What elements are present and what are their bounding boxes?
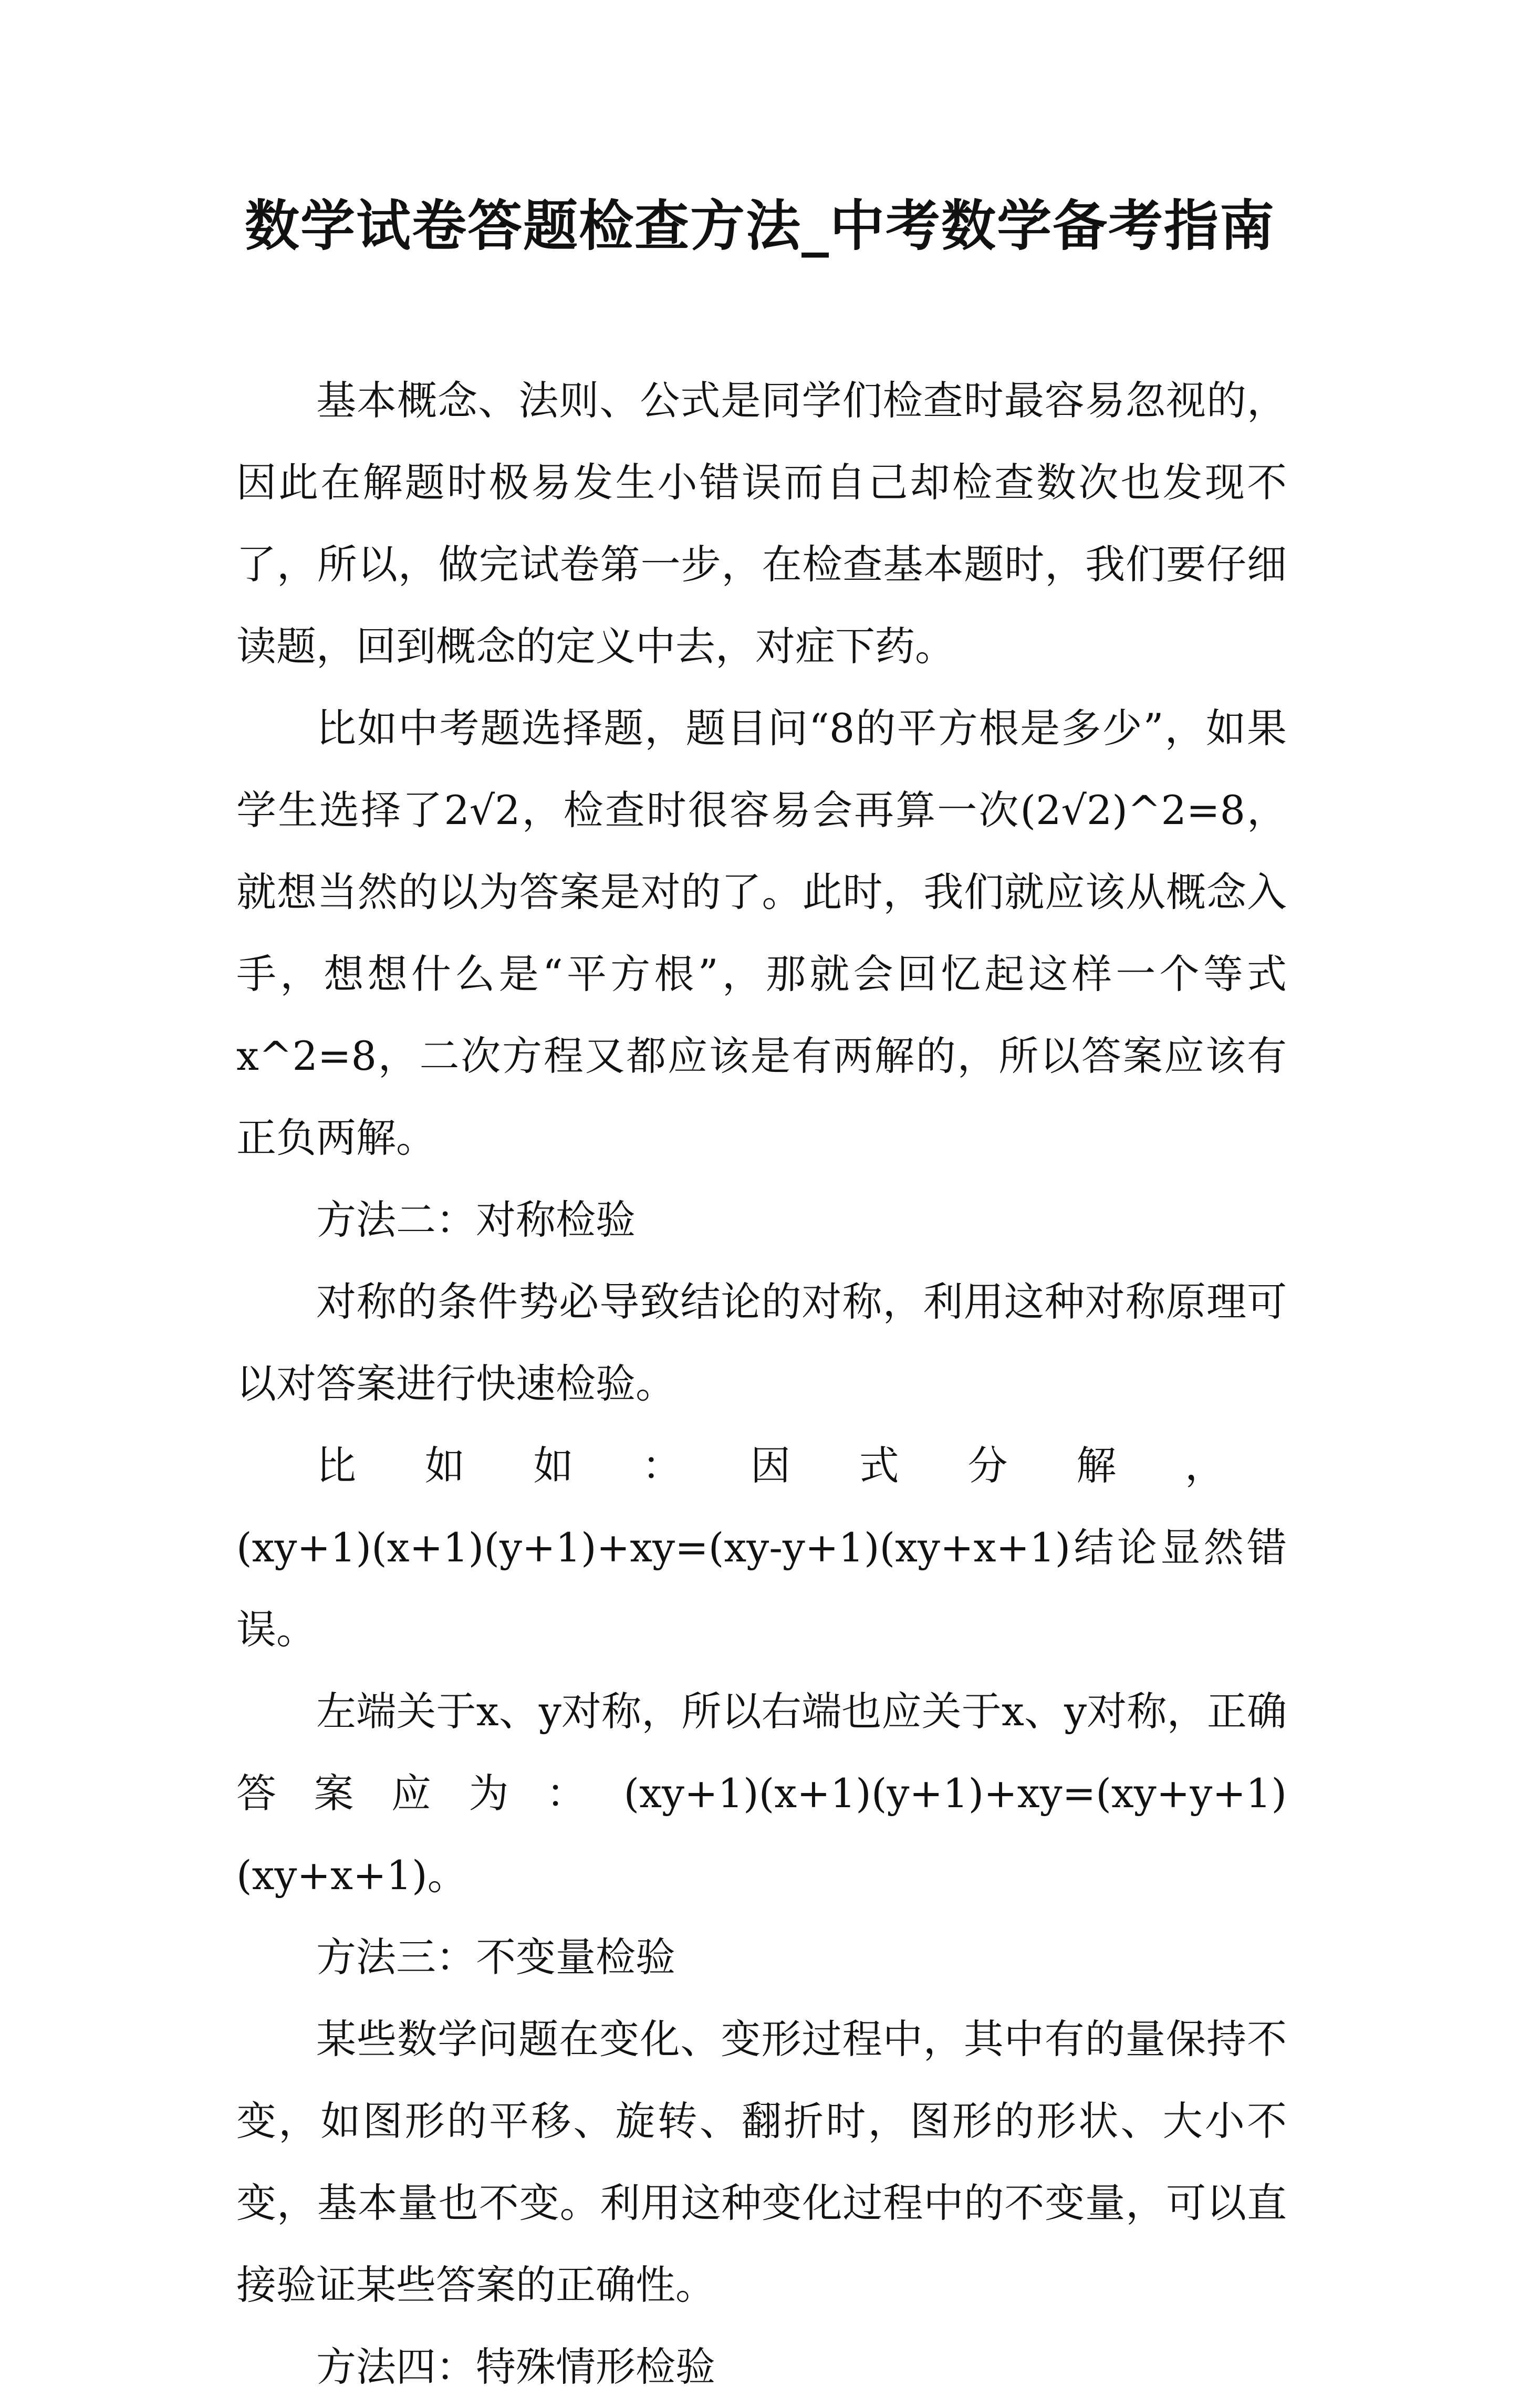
paragraph-factorization-intro: 比如如：因式分解， (316, 1442, 1287, 1489)
paragraph-basic-concepts: 基本概念、法则、公式是同学们检查时最容易忽视的，因此在解题时极易发生小错误而自己却检查数次也发现不了，所以，做完试卷第一步，在检查基本题时，我们要仔细读题，回到概念的定义中去，对症下药。 (236, 377, 1287, 670)
paragraph-factorization-wrong: (xy+1)(x+1)(y+1)+xy=(xy-y+1)(xy+x+1)结论显然错误。 (236, 1524, 1287, 1653)
document-title: 数学试卷答题检查方法_中考数学备考指南 (244, 194, 1275, 258)
method-three-heading: 方法三：不变量检验 (316, 1934, 675, 1980)
method-four-heading: 方法四：特殊情形检验 (316, 2343, 715, 2390)
paragraph-invariant-check: 某些数学问题在变化、变形过程中，其中有的量保持不变，如图形的平移、旋转、翻折时，图形的形状、大小不变，基本量也不变。利用这种变化过程中的不变量，可以直接验证某些答案的正确性。 (236, 2016, 1287, 2308)
method-two-heading: 方法二：对称检验 (316, 1196, 636, 1243)
paragraph-symmetry-correction: 左端关于x、y对称，所以右端也应关于x、y对称，正确答案应为：(xy+1)(x+1)(y+1)+xy=(xy+y+1)(xy+x+1)。 (236, 1688, 1287, 1899)
paragraph-symmetry-principle: 对称的条件势必导致结论的对称，利用这种对称原理可以对答案进行快速检验。 (236, 1278, 1287, 1407)
paragraph-square-root-example: 比如中考题选择题，题目问“8的平方根是多少”，如果学生选择了2√2，检查时很容易会再算一次(2√2)^2=8，就想当然的以为答案是对的了。此时，我们就应该从概念入手，想想什么是“平方根”，那就会回忆起这样一个等式x^2=8，二次方程又都应该是有两解的，所以答案应该有正负两解。 (236, 705, 1287, 1161)
document-body (236, 360, 1287, 2408)
